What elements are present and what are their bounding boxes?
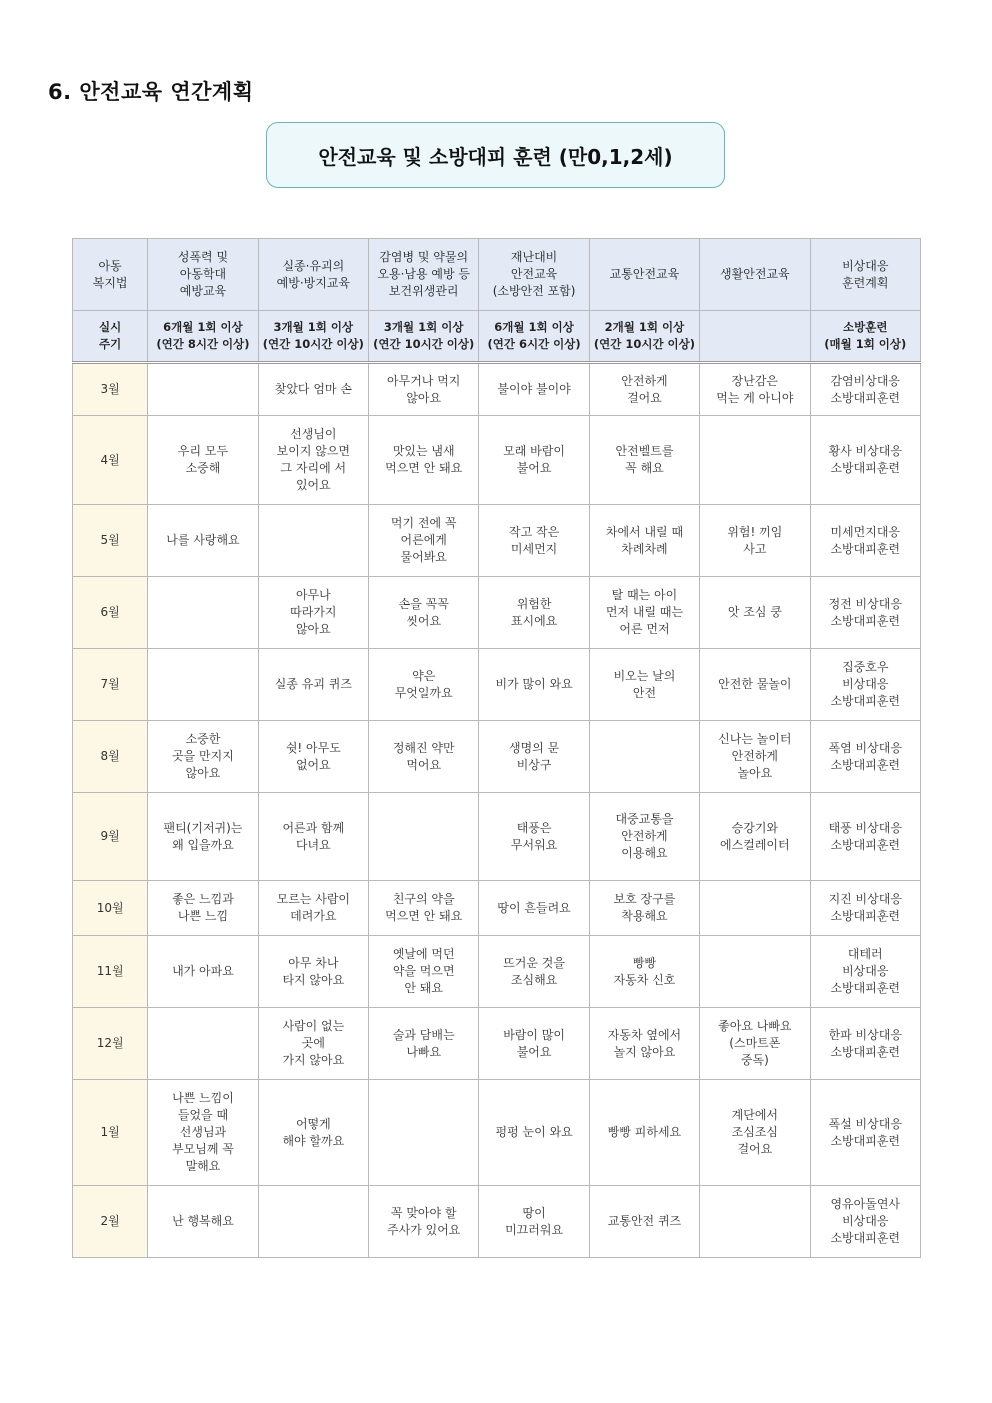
header-cell: 교통안전교육 <box>589 239 699 311</box>
plan-cell: 빵빵 피하세요 <box>589 1080 699 1186</box>
plan-cell: 빵빵 자동차 신호 <box>589 936 699 1008</box>
plan-cell <box>700 416 810 505</box>
plan-cell: 대중교통을 안전하게 이용해요 <box>589 793 699 881</box>
month-cell: 11월 <box>73 936 148 1008</box>
month-cell: 5월 <box>73 505 148 577</box>
plan-cell: 팬티(기저귀)는 왜 입을까요 <box>148 793 258 881</box>
table-row <box>73 1080 921 1186</box>
plan-cell: 내가 아파요 <box>148 936 258 1008</box>
month-cell: 6월 <box>73 577 148 649</box>
plan-cell: 안전한 물놀이 <box>700 649 810 721</box>
plan-cell: 손을 꼭꼭 씻어요 <box>369 577 479 649</box>
plan-cell: 안전하게 걸어요 <box>589 363 699 416</box>
table-row <box>73 416 921 505</box>
plan-cell: 자동차 옆에서 놀지 않아요 <box>589 1008 699 1080</box>
plan-cell <box>148 1008 258 1080</box>
plan-cell: 어떻게 해야 할까요 <box>258 1080 368 1186</box>
plan-cell: 폭설 비상대응 소방대피훈련 <box>810 1080 920 1186</box>
plan-cell: 신나는 놀이터 안전하게 놀아요 <box>700 721 810 793</box>
plan-cell: 미세먼지대응 소방대피훈련 <box>810 505 920 577</box>
table-row <box>73 721 921 793</box>
header-row <box>73 239 921 311</box>
plan-cell: 나를 사랑해요 <box>148 505 258 577</box>
period-cell <box>700 311 810 363</box>
table-row <box>73 793 921 881</box>
plan-cell: 보호 장구를 착용해요 <box>589 881 699 936</box>
month-cell: 2월 <box>73 1186 148 1258</box>
plan-cell: 꼭 맞아야 할 주사가 있어요 <box>369 1186 479 1258</box>
plan-cell: 아무나 따라가지 않아요 <box>258 577 368 649</box>
period-cell: 6개월 1회 이상 (연간 8시간 이상) <box>148 311 258 363</box>
plan-cell: 친구의 약을 먹으면 안 돼요 <box>369 881 479 936</box>
plan-cell: 위험! 끼임 사고 <box>700 505 810 577</box>
plan-cell: 좋은 느낌과 나쁜 느낌 <box>148 881 258 936</box>
plan-cell: 실종 유괴 퀴즈 <box>258 649 368 721</box>
plan-cell <box>258 1186 368 1258</box>
plan-cell: 우리 모두 소중해 <box>148 416 258 505</box>
table-row <box>73 577 921 649</box>
header-cell: 감염병 및 약물의 오용·남용 예방 등 보건위생관리 <box>369 239 479 311</box>
plan-cell: 집중호우 비상대응 소방대피훈련 <box>810 649 920 721</box>
plan-cell <box>369 793 479 881</box>
plan-cell: 위험한 표시에요 <box>479 577 589 649</box>
header-cell: 생활안전교육 <box>700 239 810 311</box>
period-cell: 3개월 1회 이상 (연간 10시간 이상) <box>258 311 368 363</box>
plan-cell: 승강기와 에스컬레이터 <box>700 793 810 881</box>
plan-cell: 태풍은 무서워요 <box>479 793 589 881</box>
plan-cell: 정전 비상대응 소방대피훈련 <box>810 577 920 649</box>
plan-cell: 폭염 비상대응 소방대피훈련 <box>810 721 920 793</box>
header-cell: 아동 복지법 <box>73 239 148 311</box>
month-cell: 8월 <box>73 721 148 793</box>
period-cell: 소방훈련 (매월 1회 이상) <box>810 311 920 363</box>
plan-cell: 장난감은 먹는 게 아니야 <box>700 363 810 416</box>
plan-cell: 땅이 흔들려요 <box>479 881 589 936</box>
plan-cell: 뜨거운 것을 조심해요 <box>479 936 589 1008</box>
plan-cell <box>148 649 258 721</box>
period-cell: 6개월 1회 이상 (연간 6시간 이상) <box>479 311 589 363</box>
plan-cell: 아무 차나 타지 않아요 <box>258 936 368 1008</box>
plan-cell: 술과 담배는 나빠요 <box>369 1008 479 1080</box>
plan-cell <box>148 577 258 649</box>
plan-cell: 바람이 많이 불어요 <box>479 1008 589 1080</box>
table-row <box>73 881 921 936</box>
header-cell: 성폭력 및 아동학대 예방교육 <box>148 239 258 311</box>
plan-cell: 탈 때는 아이 먼저 내릴 때는 어른 먼저 <box>589 577 699 649</box>
plan-cell: 비오는 날의 안전 <box>589 649 699 721</box>
plan-cell: 불이야 불이야 <box>479 363 589 416</box>
table-row <box>73 1186 921 1258</box>
header-cell: 재난대비 안전교육 (소방안전 포함) <box>479 239 589 311</box>
month-cell: 12월 <box>73 1008 148 1080</box>
plan-cell <box>700 936 810 1008</box>
period-row <box>73 311 921 363</box>
plan-cell: 쉿! 아무도 없어요 <box>258 721 368 793</box>
plan-cell: 차에서 내릴 때 차례차례 <box>589 505 699 577</box>
plan-cell: 모래 바람이 불어요 <box>479 416 589 505</box>
plan-cell: 작고 작은 미세먼지 <box>479 505 589 577</box>
plan-cell <box>369 1080 479 1186</box>
plan-cell: 옛날에 먹던 약을 먹으면 안 돼요 <box>369 936 479 1008</box>
plan-cell: 계단에서 조심조심 걸어요 <box>700 1080 810 1186</box>
plan-cell: 황사 비상대응 소방대피훈련 <box>810 416 920 505</box>
month-cell: 10월 <box>73 881 148 936</box>
plan-cell <box>258 505 368 577</box>
table-row <box>73 1008 921 1080</box>
plan-cell: 난 행복해요 <box>148 1186 258 1258</box>
period-cell: 3개월 1회 이상 (연간 10시간 이상) <box>369 311 479 363</box>
plan-cell: 생명의 문 비상구 <box>479 721 589 793</box>
plan-cell: 비가 많이 와요 <box>479 649 589 721</box>
plan-cell <box>700 881 810 936</box>
plan-cell: 선생님이 보이지 않으면 그 자리에 서 있어요 <box>258 416 368 505</box>
plan-cell: 안전벨트를 꼭 해요 <box>589 416 699 505</box>
plan-cell: 모르는 사람이 데려가요 <box>258 881 368 936</box>
period-cell: 2개월 1회 이상 (연간 10시간 이상) <box>589 311 699 363</box>
plan-cell: 펑펑 눈이 와요 <box>479 1080 589 1186</box>
month-cell: 1월 <box>73 1080 148 1186</box>
plan-cell: 먹기 전에 꼭 어른에게 물어봐요 <box>369 505 479 577</box>
plan-cell: 아무거나 먹지 않아요 <box>369 363 479 416</box>
table-row <box>73 363 921 416</box>
plan-cell: 정해진 약만 먹어요 <box>369 721 479 793</box>
plan-cell: 영유아돌연사 비상대응 소방대피훈련 <box>810 1186 920 1258</box>
table-row <box>73 505 921 577</box>
plan-cell: 찾았다 엄마 손 <box>258 363 368 416</box>
plan-cell: 소중한 곳을 만지지 않아요 <box>148 721 258 793</box>
month-cell: 3월 <box>73 363 148 416</box>
plan-cell: 교통안전 퀴즈 <box>589 1186 699 1258</box>
plan-cell: 감염비상대응 소방대피훈련 <box>810 363 920 416</box>
plan-cell: 나쁜 느낌이 들었을 때 선생님과 부모님께 꼭 말해요 <box>148 1080 258 1186</box>
plan-cell: 지진 비상대응 소방대피훈련 <box>810 881 920 936</box>
title-box: 안전교육 및 소방대피 훈련 (만0,1,2세) <box>266 122 725 188</box>
month-cell: 9월 <box>73 793 148 881</box>
section-title: 6. 안전교육 연간계획 <box>48 80 254 104</box>
plan-cell: 어른과 함께 다녀요 <box>258 793 368 881</box>
plan-cell <box>589 721 699 793</box>
plan-cell <box>700 1186 810 1258</box>
month-cell: 7월 <box>73 649 148 721</box>
plan-cell: 앗 조심 쿵 <box>700 577 810 649</box>
plan-cell: 사람이 없는 곳에 가지 않아요 <box>258 1008 368 1080</box>
table-row <box>73 649 921 721</box>
period-cell: 실시 주기 <box>73 311 148 363</box>
plan-cell: 좋아요 나빠요 (스마트폰 중독) <box>700 1008 810 1080</box>
month-cell: 4월 <box>73 416 148 505</box>
annual-plan-table <box>72 238 921 1258</box>
plan-cell: 맛있는 냄새 먹으면 안 돼요 <box>369 416 479 505</box>
plan-cell <box>148 363 258 416</box>
plan-cell: 태풍 비상대응 소방대피훈련 <box>810 793 920 881</box>
table-row <box>73 936 921 1008</box>
plan-cell: 땅이 미끄러워요 <box>479 1186 589 1258</box>
header-cell: 실종·유괴의 예방·방지교육 <box>258 239 368 311</box>
header-cell: 비상대응 훈련계획 <box>810 239 920 311</box>
plan-cell: 대테러 비상대응 소방대피훈련 <box>810 936 920 1008</box>
plan-cell: 한파 비상대응 소방대피훈련 <box>810 1008 920 1080</box>
plan-cell: 약은 무엇일까요 <box>369 649 479 721</box>
